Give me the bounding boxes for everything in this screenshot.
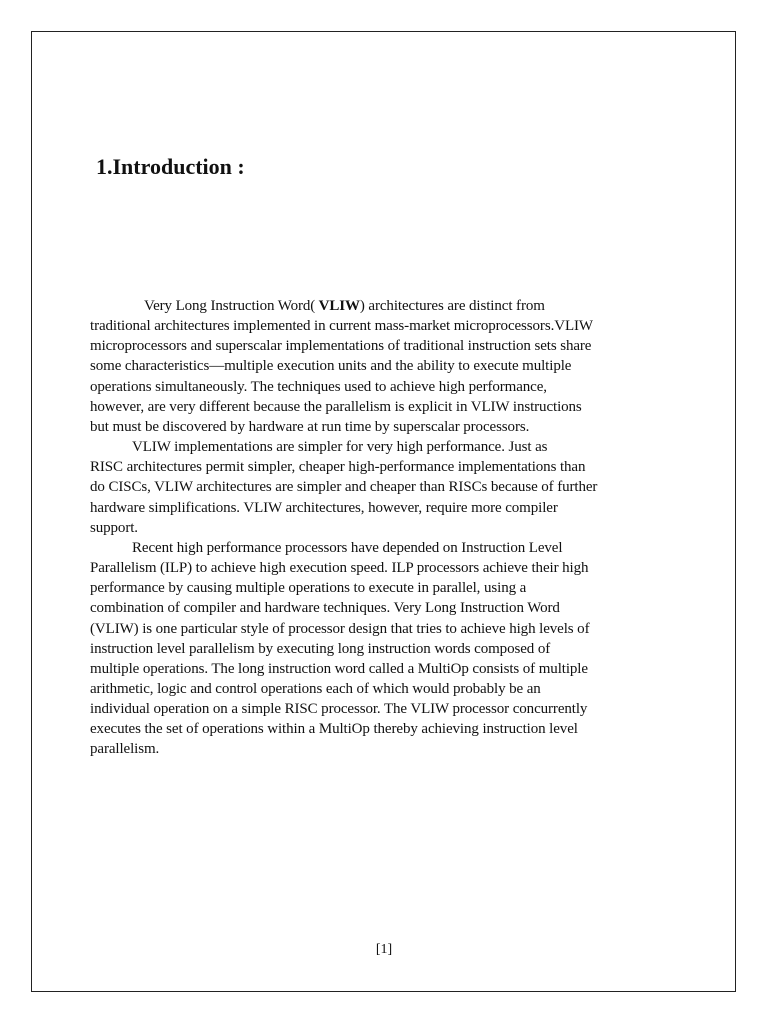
paragraph-line: combination of compiler and hardware techniques. Very Long Instruction Word <box>90 600 560 617</box>
paragraph-line: multiple operations. The long instruction word called a MultiOp consists of multiple <box>90 660 588 677</box>
paragraph-2 <box>90 437 690 538</box>
paragraph-line-text: VLIW implementations are simpler for very high performance. Just as <box>132 439 548 456</box>
section-heading: 1.Introduction : <box>96 154 245 179</box>
paragraph-line: arithmetic, logic and control operations each of which would probably be an <box>90 680 541 697</box>
page-number: [1] <box>375 942 393 957</box>
vliw-bold-term: VLIW <box>315 298 360 314</box>
paragraph-line: (VLIW) is one particular style of processor design that tries to achieve high levels of <box>90 620 590 637</box>
paragraph-line: executes the set of operations within a MultiOp thereby achieving instruction level <box>90 721 578 738</box>
paragraph-line: Parallelism (ILP) to achieve high execution speed. ILP processors achieve their high <box>90 560 589 577</box>
paragraph-line: parallelism. <box>90 741 160 758</box>
paragraph-line <box>90 296 690 316</box>
lead-text-suffix: ) architectures are distinct from <box>359 298 545 314</box>
paragraph-line <box>90 437 690 457</box>
paragraph-line-text: Recent high performance processors have depended on Instruction Level <box>132 539 563 556</box>
paragraph-1 <box>90 296 690 437</box>
paragraph-line: do CISCs, VLIW architectures are simpler and cheaper than RISCs because of further <box>90 479 598 496</box>
paragraph-line: however, are very different because the parallelism is explicit in VLIW instructions <box>90 398 582 415</box>
paragraph-line: performance by causing multiple operations to execute in parallel, using a <box>90 580 527 597</box>
paragraph-3 <box>90 538 690 760</box>
paragraph-line: microprocessors and superscalar implementations of traditional instruction sets share <box>90 338 592 355</box>
paragraph-line: support. <box>90 519 138 536</box>
paragraph-line: RISC architectures permit simpler, cheaper high-performance implementations than <box>90 459 586 476</box>
paragraph-line: hardware simplifications. VLIW architectures, however, require more compiler <box>90 499 558 516</box>
paragraph-line: operations simultaneously. The techniques used to achieve high performance, <box>90 378 547 395</box>
body-text <box>90 296 690 760</box>
paragraph-line: individual operation on a simple RISC processor. The VLIW processor concurrently <box>90 701 588 718</box>
paragraph-line: some characteristics—multiple execution units and the ability to execute multiple <box>90 358 572 375</box>
paragraph-line <box>90 538 690 558</box>
paragraph-line: instruction level parallelism by executing long instruction words composed of <box>90 640 551 657</box>
paragraph-line: but must be discovered by hardware at run time by superscalar processors. <box>90 418 530 435</box>
paragraph-line: traditional architectures implemented in current mass-market microprocessors.VLIW <box>90 318 593 335</box>
lead-text: Very Long Instruction Word( <box>144 298 316 314</box>
